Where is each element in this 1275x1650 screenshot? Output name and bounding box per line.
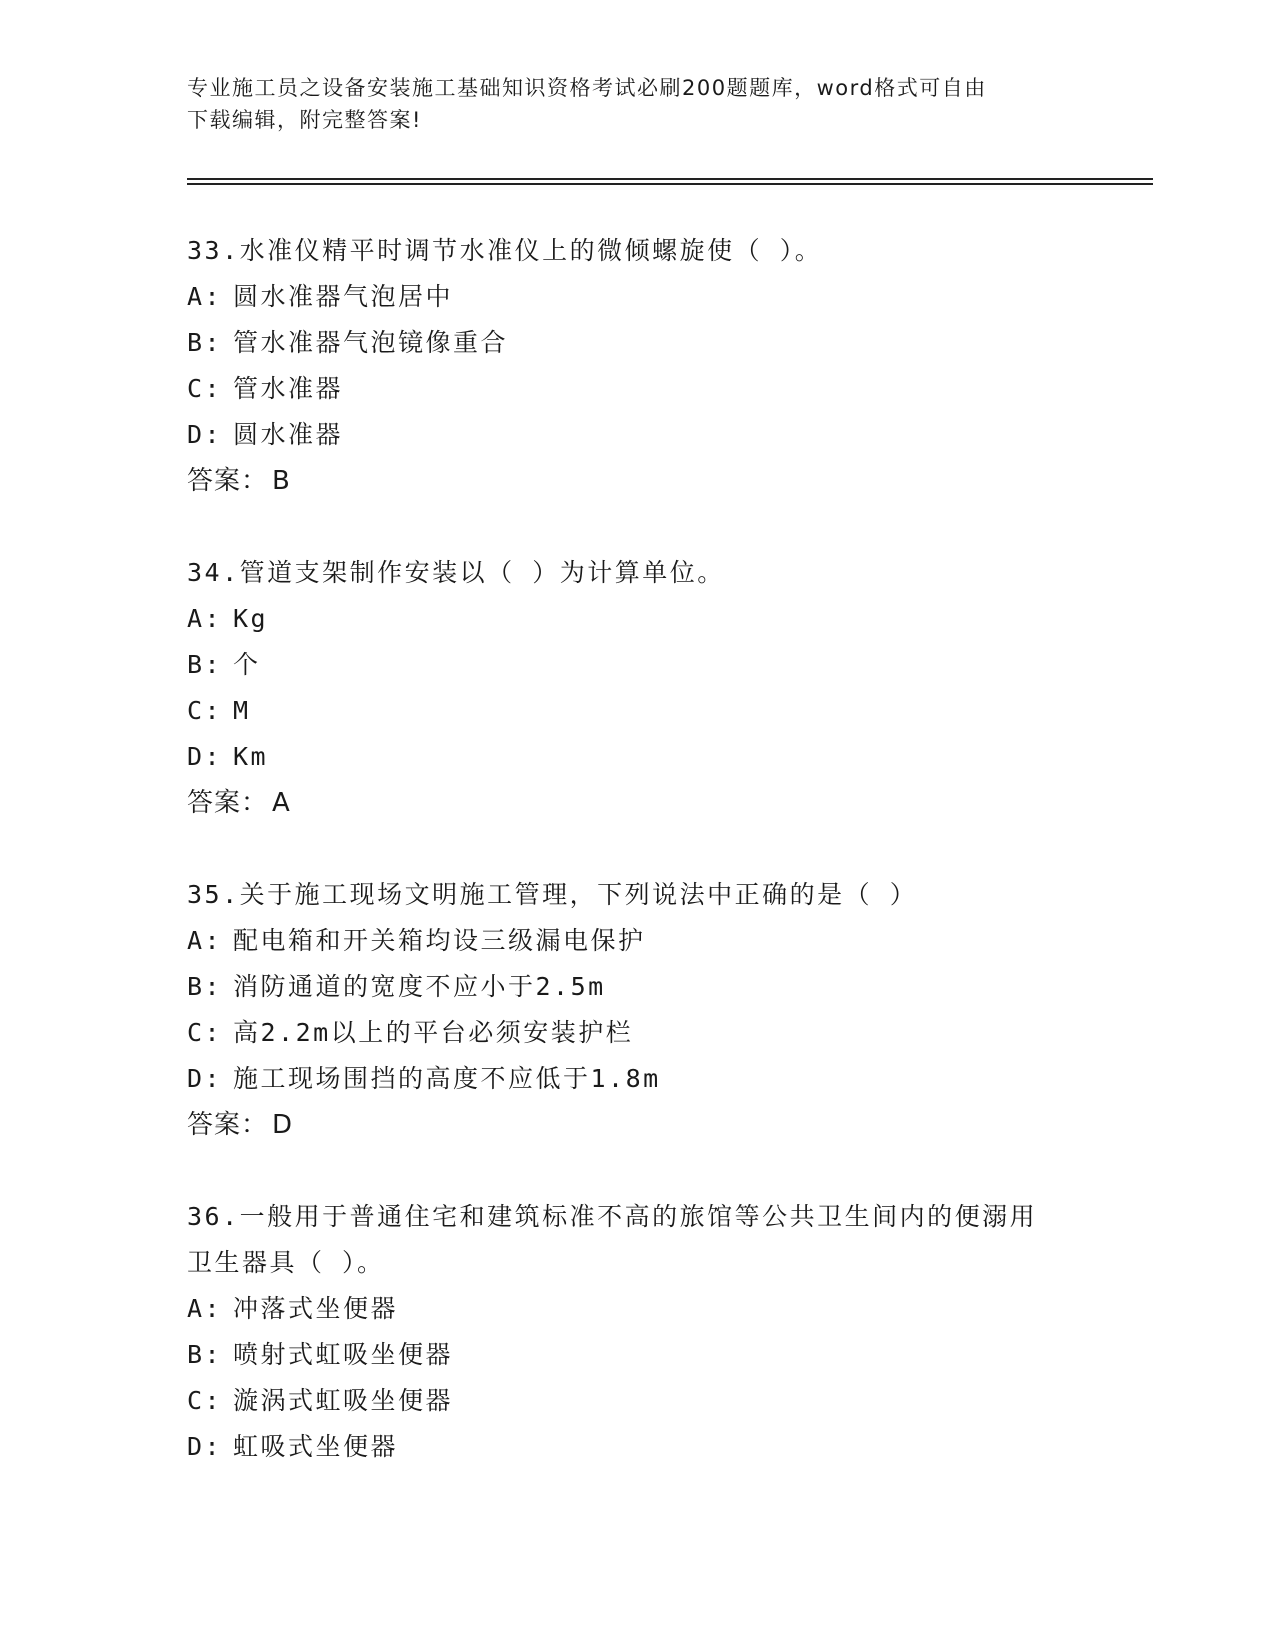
option-text: 喷射式虹吸坐便器 (233, 1340, 454, 1369)
answer-label: 答案： (187, 466, 269, 496)
question-35 (187, 872, 1087, 1148)
header-line-2: 下载编辑，附完整答案! (187, 108, 422, 132)
question-stem: 34.管道支架制作安装以（ ）为计算单位。 (187, 558, 725, 587)
option-letter: D: (187, 1064, 223, 1093)
option-text: 管水准器气泡镜像重合 (233, 328, 509, 357)
option-letter: A: (187, 282, 223, 311)
option-text: 漩涡式虹吸坐便器 (233, 1386, 454, 1415)
header-line-1: 专业施工员之设备安装施工基础知识资格考试必刷200题题库，word格式可自由 (187, 76, 987, 100)
question-stem: 33.水准仪精平时调节水准仪上的微倾螺旋使（ ）。 (187, 236, 823, 265)
question-33 (187, 228, 1087, 504)
document-header (187, 72, 1067, 136)
option-text: Km (233, 742, 269, 771)
option-c (187, 366, 1087, 412)
option-text: 虹吸式坐便器 (233, 1432, 399, 1461)
option-d (187, 1424, 1087, 1470)
option-letter: B: (187, 328, 223, 357)
option-text: 冲落式坐便器 (233, 1294, 399, 1323)
option-text: 高2.2m以上的平台必须安装护栏 (233, 1018, 634, 1047)
option-text: M (233, 696, 251, 725)
option-letter: C: (187, 1386, 223, 1415)
answer-value: B (272, 466, 291, 496)
option-letter: D: (187, 1432, 223, 1461)
option-text: 消防通道的宽度不应小于2.5m (233, 972, 606, 1001)
option-text: 管水准器 (233, 374, 344, 403)
option-text: 施工现场围挡的高度不应低于1.8m (233, 1064, 661, 1093)
option-a (187, 596, 1087, 642)
option-b (187, 1332, 1087, 1378)
option-c (187, 1378, 1087, 1424)
question-36 (187, 1194, 1087, 1470)
option-letter: B: (187, 972, 223, 1001)
option-letter: A: (187, 926, 223, 955)
option-text: Kg (233, 604, 269, 633)
option-letter: B: (187, 1340, 223, 1369)
question-stem-line-2: 卫生器具（ ）。 (187, 1248, 385, 1277)
option-b (187, 964, 1087, 1010)
option-text: 圆水准器 (233, 420, 344, 449)
header-divider-bottom (187, 183, 1153, 185)
option-d (187, 1056, 1087, 1102)
question-stem-line-1: 36.一般用于普通住宅和建筑标准不高的旅馆等公共卫生间内的便溺用 (187, 1202, 1038, 1231)
option-b (187, 320, 1087, 366)
option-letter: A: (187, 604, 223, 633)
answer-line (187, 1102, 1087, 1148)
option-a (187, 274, 1087, 320)
option-letter: A: (187, 1294, 223, 1323)
header-divider-top (187, 178, 1153, 180)
option-letter: C: (187, 374, 223, 403)
option-text: 配电箱和开关箱均设三级漏电保护 (233, 926, 646, 955)
option-c (187, 688, 1087, 734)
option-letter: B: (187, 650, 223, 679)
answer-line (187, 780, 1087, 826)
answer-value: D (272, 1110, 294, 1140)
option-text: 圆水准器气泡居中 (233, 282, 454, 311)
option-c (187, 1010, 1087, 1056)
option-a (187, 918, 1087, 964)
option-b (187, 642, 1087, 688)
question-stem: 35.关于施工现场文明施工管理，下列说法中正确的是（ ） (187, 880, 918, 909)
option-d (187, 734, 1087, 780)
answer-value: A (272, 788, 291, 818)
question-34 (187, 550, 1087, 826)
option-d (187, 412, 1087, 458)
answer-line (187, 458, 1087, 504)
answer-label: 答案： (187, 1110, 269, 1140)
answer-label: 答案： (187, 788, 269, 818)
option-letter: C: (187, 696, 223, 725)
option-text: 个 (233, 650, 261, 679)
option-a (187, 1286, 1087, 1332)
option-letter: D: (187, 742, 223, 771)
option-letter: C: (187, 1018, 223, 1047)
option-letter: D: (187, 420, 223, 449)
